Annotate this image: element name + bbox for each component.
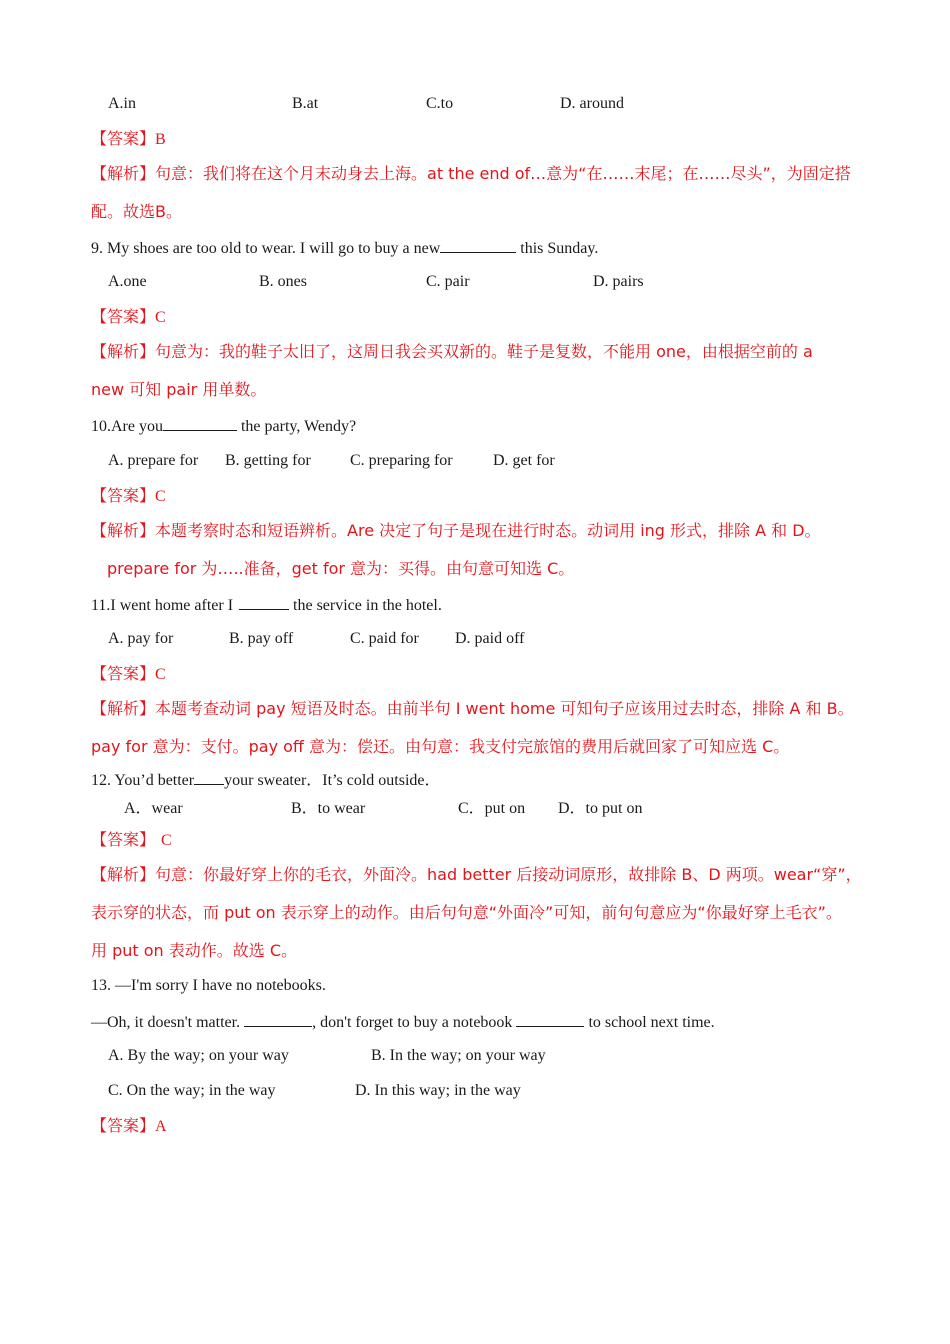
explanation-label: 【解析】 xyxy=(91,521,156,540)
q12-option-b: B．to wear xyxy=(291,800,366,817)
q13-option-a: A. By the way; on your way xyxy=(108,1047,289,1064)
stem-text-before: 9. My shoes are too old to wear. I will go to buy a new xyxy=(91,240,441,257)
q10-stem xyxy=(91,415,356,437)
answer-blank xyxy=(194,769,224,785)
q11-answer xyxy=(91,664,166,685)
q11-option-b: B. pay off xyxy=(229,630,294,647)
answer-blank xyxy=(163,415,237,431)
q8-explanation-line1 xyxy=(91,164,851,185)
explanation-label: 【解析】 xyxy=(91,342,156,361)
q9-option-d: D. pairs xyxy=(593,273,644,290)
answer-blank-1 xyxy=(244,1011,312,1027)
q8-explanation-line2: 配。故选B。 xyxy=(91,202,182,221)
q9-option-b: B. ones xyxy=(259,273,307,290)
answer-value: B xyxy=(155,131,166,148)
q10-option-a: A. prepare for xyxy=(108,452,199,469)
q9-explanation-line1 xyxy=(91,342,813,363)
q13-option-c: C. On the way; in the way xyxy=(108,1082,276,1099)
q8-option-d: D. around xyxy=(560,95,624,112)
q11-explanation-line2: pay for 意为：支付。pay off 意为：偿还。由句意：我支付完旅馆的费用后就回家了可知应选 C。 xyxy=(91,737,790,756)
answer-label: 【答案】 xyxy=(91,1116,156,1135)
stem-text-before: 10.Are you xyxy=(91,418,163,435)
answer-value: C xyxy=(155,309,166,326)
explanation-label: 【解析】 xyxy=(91,164,156,183)
q12-stem xyxy=(91,769,441,791)
q12-explanation-line2: 表示穿的状态，而 put on 表示穿上的动作。由后句句意“外面冷”可知，前句句意应为“你最好穿上毛衣”。 xyxy=(91,903,842,922)
q9-explanation-line2: new 可知 pair 用单数。 xyxy=(91,380,267,399)
stem-text-after: this Sunday. xyxy=(516,240,599,257)
answer-value: A xyxy=(155,1118,167,1135)
q12-answer xyxy=(91,830,172,851)
q11-explanation-line1 xyxy=(91,699,854,720)
stem-text-after: the party, Wendy? xyxy=(236,418,357,435)
answer-blank-2 xyxy=(516,1011,584,1027)
q11-option-c: C. paid for xyxy=(350,630,419,647)
q13-option-d: D. In this way; in the way xyxy=(355,1082,521,1099)
answer-blank xyxy=(239,594,289,610)
answer-label: 【答案】 xyxy=(91,307,156,326)
answer-label: 【答案】 xyxy=(91,129,156,148)
explanation-label: 【解析】 xyxy=(91,699,156,718)
explanation-text: 本题考查动词 pay 短语及时态。由前半句 I went home 可知句子应该用过去时态，排除 A 和 B。 xyxy=(155,699,854,718)
answer-label: 【答案】 xyxy=(91,486,156,505)
q9-stem xyxy=(91,237,598,259)
q8-option-b: B.at xyxy=(292,95,319,112)
q10-option-b: B. getting for xyxy=(225,452,311,469)
answer-label: 【答案】 xyxy=(91,664,156,683)
q13-stem-line2 xyxy=(91,1011,715,1033)
q8-option-a: A.in xyxy=(108,95,136,112)
q12-explanation-line1 xyxy=(91,865,862,886)
q11-option-a: A. pay for xyxy=(108,630,174,647)
explanation-text: 句意：我们将在这个月末动身去上海。at the end of…意为“在……末尾；在……尽头”，为固定搭 xyxy=(155,164,851,183)
q8-option-c: C.to xyxy=(426,95,454,112)
explanation-text: 句意为：我的鞋子太旧了，这周日我会买双新的。鞋子是复数，不能用 one，由根据空前的 a xyxy=(155,342,813,361)
q13-answer xyxy=(91,1116,167,1137)
q10-explanation-line2: prepare for 为…..准备，get for 意为：买得。由句意可知选 C。 xyxy=(107,559,575,578)
q11-option-d: D. paid off xyxy=(455,630,525,647)
answer-value: C xyxy=(161,832,172,849)
answer-label: 【答案】 xyxy=(91,830,156,849)
answer-value: C xyxy=(155,666,166,683)
q10-answer xyxy=(91,486,166,507)
q13-stem-line1: 13. —I'm sorry I have no notebooks. xyxy=(91,977,326,994)
q11-stem xyxy=(91,594,442,616)
stem-text-before: 12. You’d better xyxy=(91,772,195,789)
explanation-text: 本题考察时态和短语辨析。Are 决定了句子是现在进行时态。动词用 ing 形式，排除 A 和 D。 xyxy=(155,521,821,540)
q12-option-d: D．to put on xyxy=(558,800,643,817)
explanation-label: 【解析】 xyxy=(91,865,156,884)
q10-option-d: D. get for xyxy=(493,452,555,469)
explanation-text: 句意：你最好穿上你的毛衣，外面冷。had better 后接动词原形，故排除 B、D 两项。wear“穿”， xyxy=(155,865,862,884)
stem-text-after: the service in the hotel. xyxy=(289,597,442,614)
q10-option-c: C. preparing for xyxy=(350,452,453,469)
stem-text-a: —Oh, it doesn't matter. xyxy=(91,1014,245,1031)
stem-text-after: your sweater．It’s cold outside． xyxy=(224,772,441,789)
answer-blank xyxy=(440,237,516,253)
q10-explanation-line1 xyxy=(91,521,821,542)
q9-option-c: C. pair xyxy=(426,273,470,290)
stem-text-c: to school next time. xyxy=(584,1014,715,1031)
q9-option-a: A.one xyxy=(108,273,147,290)
q12-option-c: C．put on xyxy=(458,800,526,817)
q12-option-a: A．wear xyxy=(124,800,183,817)
q12-explanation-line3: 用 put on 表动作。故选 C。 xyxy=(91,941,298,960)
stem-text-before: 11.I went home after I xyxy=(91,597,234,614)
q13-option-b: B. In the way; on your way xyxy=(371,1047,546,1064)
q9-answer xyxy=(91,307,166,328)
answer-value: C xyxy=(155,488,166,505)
stem-text-b: , don't forget to buy a notebook xyxy=(312,1014,517,1031)
q8-answer xyxy=(91,129,166,150)
